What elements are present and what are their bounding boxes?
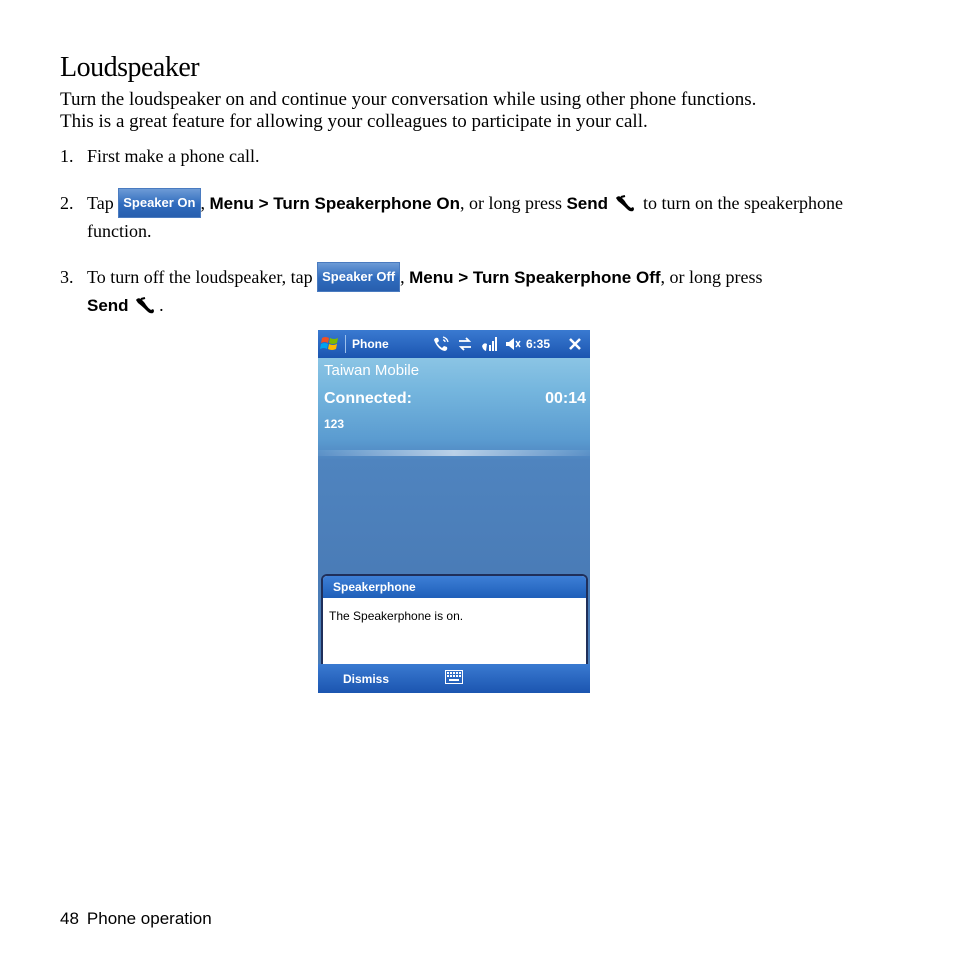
clock: 6:35 — [526, 337, 551, 351]
speaker-on-button: Speaker On — [118, 188, 200, 218]
step-mid: , or long press — [660, 267, 763, 287]
send-key: Send — [87, 295, 129, 315]
call-status: Connected: — [324, 390, 412, 407]
speakerphone-dialog — [321, 574, 588, 666]
send-key: Send — [566, 194, 609, 213]
step-text: First make a phone call. — [87, 146, 260, 166]
call-timer: 00:14 — [545, 390, 586, 407]
section-title: Phone operation — [86, 909, 212, 928]
dialed-number: 123 — [324, 417, 345, 431]
send-icon — [613, 193, 639, 213]
menu-path: Menu > Turn Speakerphone On — [209, 194, 460, 213]
page-footer — [60, 909, 212, 929]
close-icon[interactable] — [566, 335, 584, 353]
step-text — [87, 264, 877, 319]
step-sep: , — [400, 267, 405, 287]
screen-glare — [318, 450, 590, 456]
intro-line-1: Turn the loudspeaker on and continue your conversation while using other phone functions. — [60, 89, 757, 110]
signal-icon[interactable] — [480, 335, 498, 353]
status-icons — [432, 335, 522, 353]
soft-key-bar — [318, 664, 590, 693]
step-number: 1. — [60, 146, 74, 166]
page-heading: Loudspeaker — [60, 52, 200, 83]
phone-title-bar — [318, 330, 590, 358]
dialog-title: Speakerphone — [323, 576, 586, 598]
speaker-off-button: Speaker Off — [317, 262, 400, 292]
intro-line-2: This is a great feature for allowing your colleagues to participate in your call. — [60, 111, 648, 132]
intro-paragraph — [60, 89, 920, 133]
step-pre: Tap — [87, 193, 114, 213]
step-text — [87, 190, 877, 245]
step-post: to turn on the speakerphone function. — [87, 193, 843, 241]
dialog-message: The Speakerphone is on. — [329, 609, 464, 623]
carrier-name: Taiwan Mobile — [324, 362, 420, 379]
step-mid: , or long press — [459, 193, 562, 213]
step-sep: , — [200, 193, 205, 213]
data-sync-icon[interactable] — [456, 335, 474, 353]
windows-flag-icon[interactable] — [320, 334, 340, 354]
title-divider — [345, 335, 346, 353]
send-icon — [133, 295, 159, 315]
speaker-volume-icon[interactable] — [504, 335, 522, 353]
step-pre: To turn off the loudspeaker, tap — [87, 267, 313, 287]
dismiss-button[interactable]: Dismiss — [343, 672, 390, 686]
app-title: Phone — [352, 337, 389, 351]
page-number: 48 — [60, 909, 79, 928]
speakerphone-icon[interactable] — [432, 335, 450, 353]
phone-screenshot — [318, 330, 590, 693]
step-number: 2. — [60, 193, 74, 213]
step-post: . — [159, 294, 164, 315]
step-number: 3. — [60, 267, 74, 287]
menu-path: Menu > Turn Speakerphone Off — [409, 268, 661, 287]
keyboard-icon[interactable] — [445, 670, 463, 684]
